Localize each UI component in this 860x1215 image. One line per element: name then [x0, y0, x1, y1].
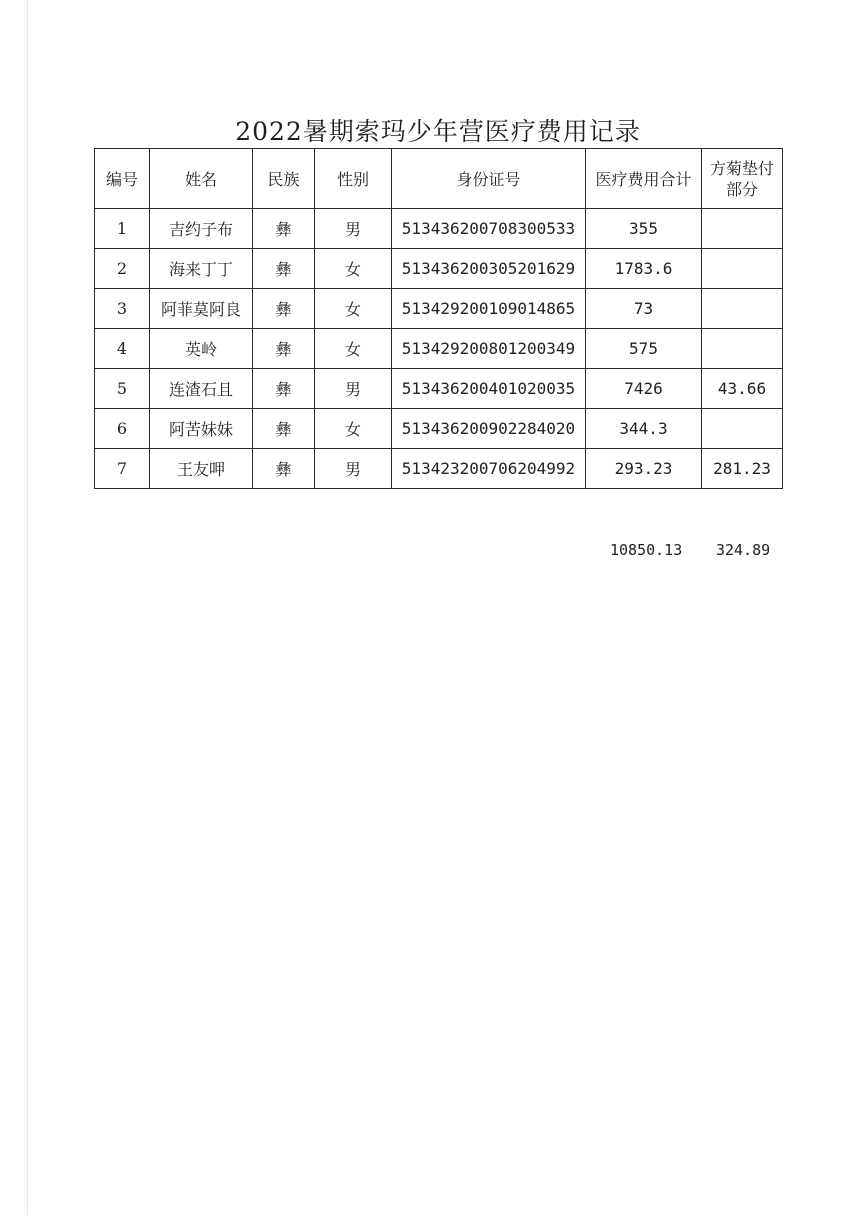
- cell-no: 7: [95, 449, 150, 489]
- cell-id-number: 513436200401020035: [392, 369, 586, 409]
- cell-advance-paid: [702, 289, 783, 329]
- cell-name: 英岭: [150, 329, 253, 369]
- table-row: [95, 329, 783, 369]
- table-row: [95, 289, 783, 329]
- cell-no: 3: [95, 289, 150, 329]
- cell-sex: 女: [315, 329, 392, 369]
- cell-advance-paid: 281.23: [702, 449, 783, 489]
- cell-ethnicity: 彝: [253, 209, 315, 249]
- cell-id-number: 513436200902284020: [392, 409, 586, 449]
- total-medical-cost: 10850.13: [610, 541, 683, 559]
- cell-id-number: 513429200801200349: [392, 329, 586, 369]
- table-row: [95, 209, 783, 249]
- cell-ethnicity: 彝: [253, 409, 315, 449]
- cell-id-number: 513436200305201629: [392, 249, 586, 289]
- table-row: [95, 369, 783, 409]
- cell-no: 6: [95, 409, 150, 449]
- cell-ethnicity: 彝: [253, 449, 315, 489]
- header-advance-line2: 部分: [725, 179, 758, 199]
- cell-ethnicity: 彝: [253, 329, 315, 369]
- header-name: 姓名: [150, 149, 253, 209]
- cell-no: 1: [95, 209, 150, 249]
- cell-no: 2: [95, 249, 150, 289]
- cell-sex: 女: [315, 409, 392, 449]
- cell-medical-cost: 344.3: [586, 409, 702, 449]
- header-sex: 性别: [315, 149, 392, 209]
- cell-sex: 男: [315, 369, 392, 409]
- total-advance-paid: 324.89: [716, 541, 771, 559]
- cell-id-number: 513436200708300533: [392, 209, 586, 249]
- cell-advance-paid: [702, 249, 783, 289]
- cell-id-number: 513429200109014865: [392, 289, 586, 329]
- cell-sex: 女: [315, 249, 392, 289]
- medical-expense-table: [94, 148, 783, 489]
- cell-ethnicity: 彝: [253, 289, 315, 329]
- cell-name: 阿菲莫阿良: [150, 289, 253, 329]
- cell-medical-cost: 73: [586, 289, 702, 329]
- header-id-number: 身份证号: [392, 149, 586, 209]
- cell-sex: 女: [315, 289, 392, 329]
- header-advance-line1: 方菊垫付: [709, 158, 774, 178]
- cell-advance-paid: [702, 329, 783, 369]
- cell-name: 吉约子布: [150, 209, 253, 249]
- cell-name: 海来丁丁: [150, 249, 253, 289]
- cell-no: 4: [95, 329, 150, 369]
- document-title: 2022暑期索玛少年营医疗费用记录: [235, 117, 641, 146]
- table-row: [95, 249, 783, 289]
- header-advance-paid: [702, 149, 783, 209]
- header-no: 编号: [95, 149, 150, 209]
- cell-advance-paid: [702, 209, 783, 249]
- cell-ethnicity: 彝: [253, 249, 315, 289]
- cell-medical-cost: 575: [586, 329, 702, 369]
- header-medical-cost: 医疗费用合计: [586, 149, 702, 209]
- header-ethnicity: 民族: [253, 149, 315, 209]
- cell-id-number: 513423200706204992: [392, 449, 586, 489]
- cell-medical-cost: 355: [586, 209, 702, 249]
- cell-ethnicity: 彝: [253, 369, 315, 409]
- cell-name: 阿苦妹妹: [150, 409, 253, 449]
- scan-edge-line: [27, 0, 28, 1215]
- cell-sex: 男: [315, 209, 392, 249]
- cell-medical-cost: 7426: [586, 369, 702, 409]
- cell-name: 连渣石且: [150, 369, 253, 409]
- table-row: [95, 409, 783, 449]
- cell-advance-paid: 43.66: [702, 369, 783, 409]
- table-row: [95, 449, 783, 489]
- cell-name: 王友呷: [150, 449, 253, 489]
- cell-medical-cost: 293.23: [586, 449, 702, 489]
- cell-sex: 男: [315, 449, 392, 489]
- cell-no: 5: [95, 369, 150, 409]
- table-header-row: [95, 149, 783, 209]
- cell-medical-cost: 1783.6: [586, 249, 702, 289]
- cell-advance-paid: [702, 409, 783, 449]
